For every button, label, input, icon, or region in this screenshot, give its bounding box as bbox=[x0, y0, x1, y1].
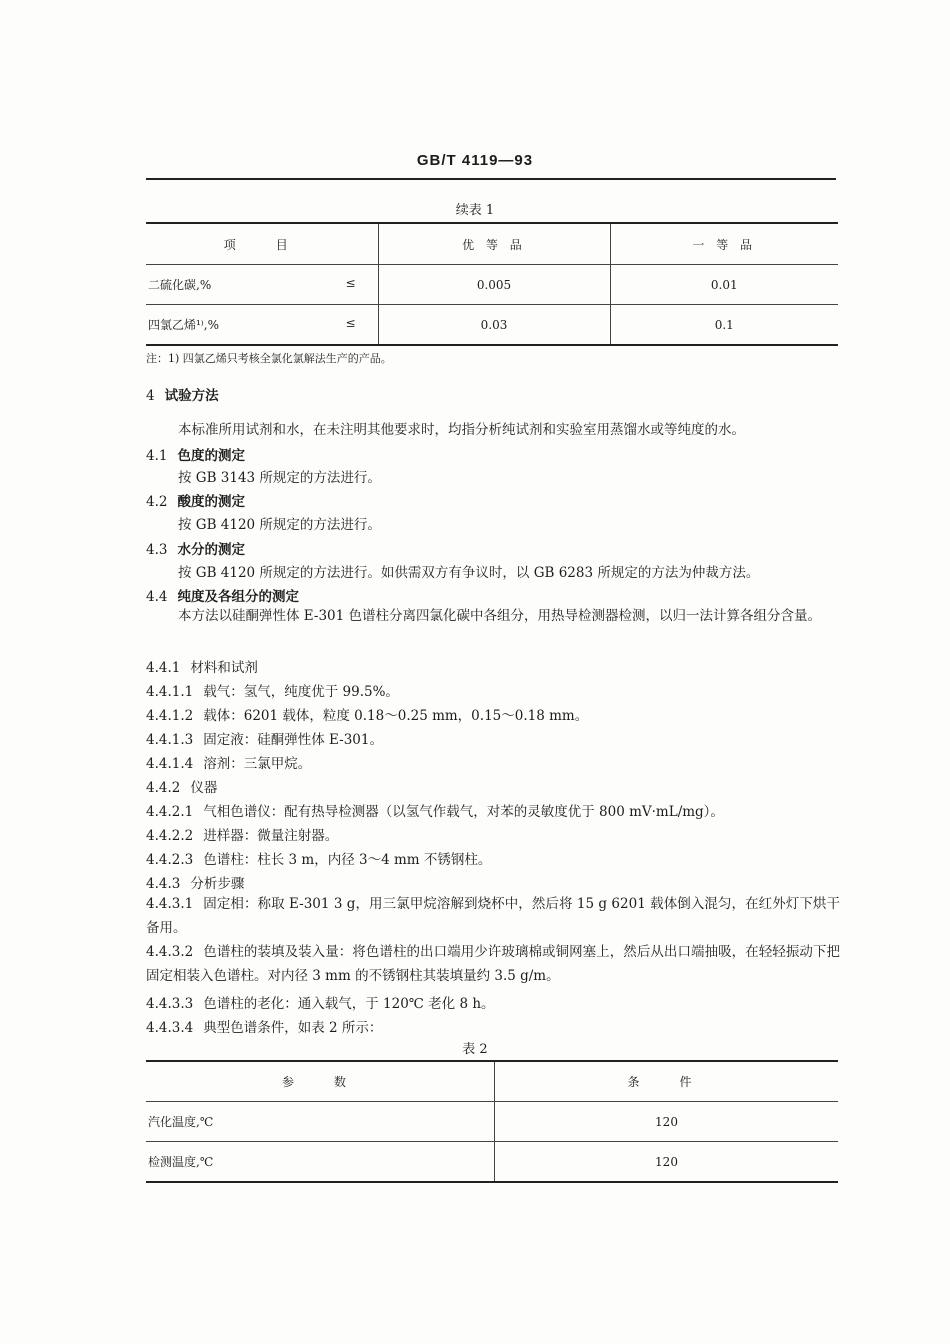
table-row bbox=[146, 305, 838, 346]
section-4-4-2-heading: 4.4.2 仪器 bbox=[146, 780, 218, 796]
le-symbol: ≤ bbox=[345, 276, 356, 290]
header-rule bbox=[146, 178, 836, 180]
table2 bbox=[146, 1060, 838, 1183]
section-4-4-1-4: 4.4.1.4 溶剂：三氯甲烷。 bbox=[146, 756, 312, 772]
table1-header-first: 一 等 品 bbox=[610, 223, 838, 265]
section-4-4-3-3: 4.4.3.3 色谱柱的老化：通入载气，于 120℃ 老化 8 h。 bbox=[146, 996, 495, 1012]
section-4-4-2-1: 4.4.2.1 气相色谱仪：配有热导检测器（以氢气作载气，对苯的灵敏度优于 800 mV·mL/mg）。 bbox=[146, 804, 724, 820]
table1-row-first: 0.01 bbox=[610, 265, 838, 305]
table2-row-param: 检测温度,℃ bbox=[146, 1142, 495, 1183]
section-4-4-3-4: 4.4.3.4 典型色谱条件，如表 2 所示： bbox=[146, 1020, 383, 1036]
section-4-3-text: 按 GB 4120 所规定的方法进行。如供需双方有争议时，以 GB 6283 所规定的方法为仲裁方法。 bbox=[178, 565, 760, 581]
section-4-4-3-1: 4.4.3.1 固定相：称取 E-301 3 g，用三氯甲烷溶解到烧杯中，然后将 15 g 6201 载体倒入混匀，在红外灯下烘干备用。 bbox=[146, 896, 840, 936]
table-row bbox=[146, 265, 838, 305]
section-4-4-2-3: 4.4.2.3 色谱柱：柱长 3 m，内径 3～4 mm 不锈钢柱。 bbox=[146, 852, 492, 868]
table1-row-premium: 0.03 bbox=[378, 305, 610, 346]
section-4-1-text: 按 GB 3143 所规定的方法进行。 bbox=[178, 470, 381, 486]
table2-header-row bbox=[146, 1061, 838, 1102]
table1-row-item: 四氯乙烯¹⁾,% ≤ bbox=[146, 305, 378, 346]
section-4-1-heading: 4.1 色度的测定 bbox=[146, 448, 245, 464]
section-4-2-heading: 4.2 酸度的测定 bbox=[146, 494, 245, 510]
table2-row-value: 120 bbox=[495, 1102, 839, 1142]
table2-header-param: 参 数 bbox=[146, 1061, 495, 1102]
table2-caption: 表 2 bbox=[462, 1042, 488, 1057]
section-4-2-text: 按 GB 4120 所规定的方法进行。 bbox=[178, 517, 381, 533]
table1-row-first: 0.1 bbox=[610, 305, 838, 346]
section-4-intro: 本标准所用试剂和水，在未注明其他要求时，均指分析纯试剂和实验室用蒸馏水或等纯度的水。 bbox=[178, 422, 745, 438]
table1-caption: 续表 1 bbox=[455, 203, 495, 218]
table1-header-item: 项 目 bbox=[146, 223, 378, 265]
table2-row-value: 120 bbox=[495, 1142, 839, 1183]
page-header: GB/T 4119—93 bbox=[416, 152, 534, 169]
section-4-4-1-3: 4.4.1.3 固定液：硅酮弹性体 E-301。 bbox=[146, 732, 383, 748]
section-4-heading: 4 试验方法 bbox=[146, 388, 219, 404]
section-4-4-2-2: 4.4.2.2 进样器：微量注射器。 bbox=[146, 828, 339, 844]
table1-header-row bbox=[146, 223, 838, 265]
section-4-4-text: 本方法以硅酮弹性体 E-301 色谱柱分离四氯化碳中各组分，用热导检测器检测，以归一法计算各组分含量。 bbox=[178, 608, 822, 624]
table1-header-premium: 优 等 品 bbox=[378, 223, 610, 265]
table-row bbox=[146, 1102, 838, 1142]
table2-header-value: 条 件 bbox=[495, 1061, 839, 1102]
le-symbol: ≤ bbox=[345, 316, 356, 330]
table1 bbox=[146, 222, 838, 346]
table1-row-item: 二硫化碳,% ≤ bbox=[146, 265, 378, 305]
section-4-4-heading: 4.4 纯度及各组分的测定 bbox=[146, 589, 299, 605]
table1-row-premium: 0.005 bbox=[378, 265, 610, 305]
table1-note: 注：1) 四氯乙烯只考核全氯化氯解法生产的产品。 bbox=[146, 352, 392, 365]
section-4-4-1-2: 4.4.1.2 载体：6201 载体，粒度 0.18～0.25 mm，0.15～0.18 mm。 bbox=[146, 708, 589, 724]
table-row bbox=[146, 1142, 838, 1183]
section-4-4-3-2: 4.4.3.2 色谱柱的装填及装入量：将色谱柱的出口端用少许玻璃棉或铜网塞上，然后从出口端抽吸，在轻轻振动下把固定相装入色谱柱。对内径 3 mm 的不锈钢柱其装填量约 3.5 g/m。 bbox=[146, 944, 840, 984]
section-4-4-3-heading: 4.4.3 分析步骤 bbox=[146, 876, 245, 892]
section-4-4-1-heading: 4.4.1 材料和试剂 bbox=[146, 660, 258, 676]
section-4-4-1-1: 4.4.1.1 载气：氢气，纯度优于 99.5%。 bbox=[146, 684, 399, 700]
section-4-3-heading: 4.3 水分的测定 bbox=[146, 542, 245, 558]
table2-row-param: 汽化温度,℃ bbox=[146, 1102, 495, 1142]
